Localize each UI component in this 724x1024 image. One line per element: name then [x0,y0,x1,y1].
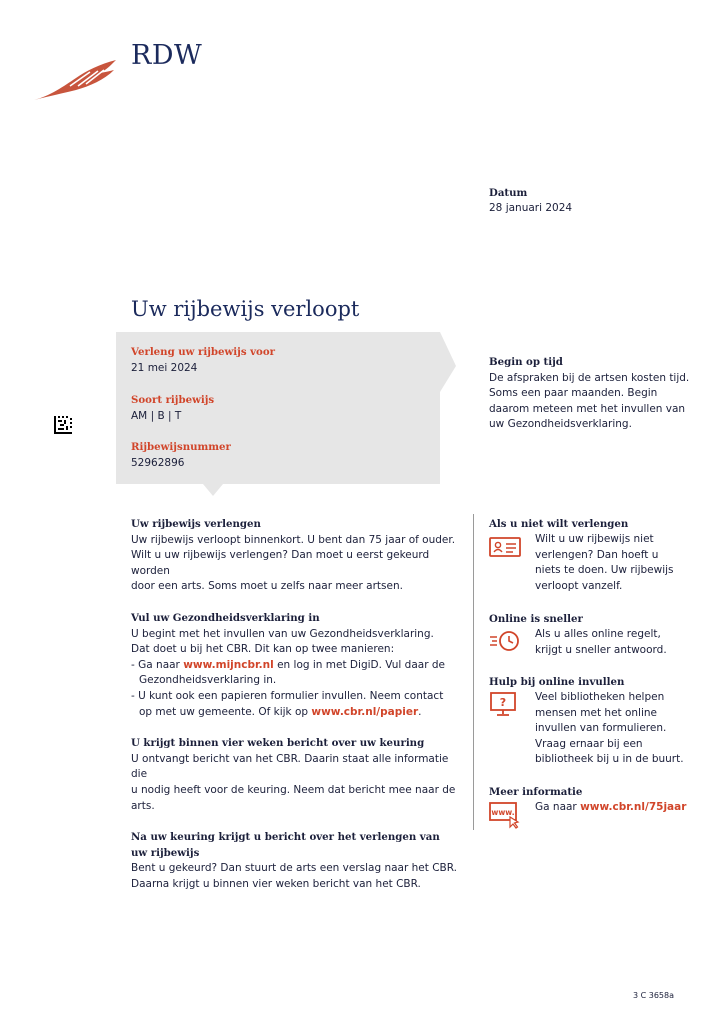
license-type-label: Soort rijbewijs [131,394,215,406]
info-box [116,332,458,496]
section-heading-na-keuring-2: uw rijbewijs [131,846,200,859]
bullet-papier-cont: op met uw gemeente. Of kijk op www.cbr.nl/papier. [139,705,422,718]
sidebar-text-niet-verlengen: Wilt u uw rijbewijs niet verlengen? Dan hoeft u niets te doen. Uw rijbewijs verloopt vanzelf. [535,533,674,592]
section-heading-bericht: U krijgt binnen vier weken bericht over uw keuring [131,737,425,750]
body-line: U ontvangt bericht van het CBR. Daarin staat alle informatie die [131,752,449,781]
body-line: arts. [131,799,155,812]
license-number-value: 52962896 [131,457,185,469]
body-line: u nodig heeft voor de keuring. Neem dat bericht mee naar de [131,783,456,796]
bullet-mijncbr: - Ga naar www.mijncbr.nl en log in met DigiD. Vul daar de [131,658,445,671]
tip-line: uw Gezondheidsverklaring. [489,418,632,431]
tip-heading: Begin op tijd [489,356,563,368]
datamatrix-code [54,416,72,434]
tip-block [489,355,709,433]
svg-text:?: ? [499,696,507,709]
body-line: Bent u gekeurd? Dan stuurt de arts een verslag naar het CBR. [131,862,458,875]
body-line: Uw rijbewijs verloopt binnenkort. U bent dan 75 jaar of ouder. [131,533,456,546]
body-line: Dat doet u bij het CBR. Dit kan op twee manieren: [131,643,395,656]
section-heading-verlengen: Uw rijbewijs verlengen [131,518,261,530]
body-line: U begint met het invullen van uw Gezondheidsverklaring. [131,627,434,640]
expiry-label: Verleng uw rijbewijs voor [131,346,275,358]
section-heading-na-keuring: Na uw keuring krijgt u bericht over het verlengen van [131,831,440,844]
help-monitor-icon [488,691,522,719]
sidebar-heading-niet-verlengen: Als u niet wilt verlengen [489,518,629,530]
date-label: Datum [489,187,528,199]
body-line: Daarna krijgt u binnen vier weken bericht van het CBR. [131,877,421,890]
feather-icon [30,56,120,104]
fast-clock-icon [488,628,522,656]
sidebar-heading-hulp: Hulp bij online invullen [489,676,625,688]
sidebar-heading-online: Online is sneller [489,613,583,625]
section-heading-gezondheid: Vul uw Gezondheidsverklaring in [131,611,320,624]
page-title: Uw rijbewijs verloopt [131,297,360,321]
sidebar-heading-meer: Meer informatie [489,786,583,798]
body-line: Wilt u uw rijbewijs verlengen? Dan moet u eerst gekeurd worden [131,549,430,577]
link-cbr-papier[interactable]: www.cbr.nl/papier [311,705,419,718]
sidebar-text-meer: Ga naar www.cbr.nl/75jaar [535,801,687,813]
link-cbr-75jaar[interactable]: www.cbr.nl/75jaar [580,801,687,813]
www-icon-text: www. [491,808,515,817]
tip-line: De afspraken bij de artsen kosten tijd. [489,371,690,384]
sidebar-text-hulp: Veel bibliotheken helpen mensen met het online invullen van formulieren. Vraag ernaar bij een bibliotheek bij u in de buurt. [535,691,684,766]
id-card-icon [488,534,522,562]
body-line: Gezondheidsverklaring in. [139,674,277,687]
expiry-value: 21 mei 2024 [131,362,198,374]
body-line: door een arts. Soms moet u zelfs naar meer artsen. [131,580,403,593]
license-type-value: AM | B | T [131,410,182,422]
sidebar-text-online: Als u alles online regelt, krijgt u sneller antwoord. [535,628,667,656]
tip-line: daarom meteen met het invullen van [489,402,686,415]
sidebar-divider [473,514,474,830]
document-code: 3 C 3658a [632,991,674,1000]
date-value: 28 januari 2024 [489,202,573,214]
www-click-icon [488,801,522,829]
main-column [131,517,461,892]
bullet-papier: - U kunt ook een papieren formulier invullen. Neem contact [131,689,444,702]
tip-line: Soms een paar maanden. Begin [489,387,658,400]
link-mijncbr[interactable]: www.mijncbr.nl [183,658,274,671]
license-number-label: Rijbewijsnummer [131,441,231,453]
logo-wordmark: RDW [131,40,203,71]
rdw-logo [30,56,120,104]
